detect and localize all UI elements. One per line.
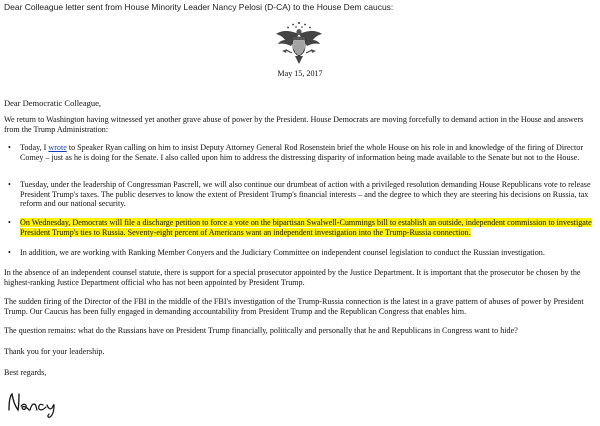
list-item <box>8 180 592 209</box>
list-item <box>8 218 592 237</box>
bullet-text: In addition, we are working with Ranking Member Conyers and the Judiciary Committee on independent counsel legislation to conduct the Russian investigation. <box>20 248 545 257</box>
signature-nancy <box>6 388 66 420</box>
closing-thanks: Thank you for your leadership. <box>4 347 105 356</box>
list-item <box>8 248 592 258</box>
list-item <box>8 143 592 162</box>
salutation: Dear Democratic Colleague, <box>4 98 101 108</box>
wrote-link[interactable]: wrote <box>48 143 67 152</box>
letter-date: May 15, 2017 <box>277 69 323 78</box>
bullet-icon: • <box>8 248 11 257</box>
highlighted-text: On Wednesday, Democrats will file a discharge petition to force a vote on the bipartisan Swalwell-Cummings bill to establish an outside, independent commission to investigate President Trump's ties to Russia. Seventy-eight percent of Americans want an independent investigation into the Trump-Russia connection. <box>20 218 592 237</box>
bullet-text: to Speaker Ryan calling on him to insist Deputy Attorney General Rod Rosenstein brief the whole House on his role in and knowledge of the firing of Director Comey – just as he is doing for the Senate. I also called upon him to address the distressing disparity of information being made available to the Senate but not to the House. <box>20 143 584 162</box>
bullet-icon: • <box>8 143 11 152</box>
bullet-icon: • <box>8 180 11 189</box>
intro-paragraph: We return to Washington having witnessed yet another grave abuse of power by the President. House Democrats are moving forcefully to demand action in the House and answers from the Trump Administration: <box>4 115 584 134</box>
bullet-icon: • <box>8 218 11 227</box>
body-paragraph: The sudden firing of the Director of the FBI in the middle of the FBI's investigation of the Trump-Russia connection is the latest in a grave pattern of abuses of power by President Trump. Our Caucus has been fully engaged in demanding accountability from President Trump and the Republican Congress that enables him. <box>4 297 584 316</box>
eagle-seal-icon <box>274 20 324 66</box>
bullet-text: Tuesday, under the leadership of Congressman Pascrell, we will also continue our drumbeat of action with a privileged resolution demanding House Republicans vote to release President Trump's taxes. The public deserves to know the extent of President Trump's financial interests – and the degree to which they are steering his decisions on Russia, tax reform and our national security. <box>20 180 591 209</box>
body-paragraph: The question remains: what do the Russians have on President Trump financially, politically and personally that he and Republicans in Congress want to hide? <box>4 326 518 335</box>
header-note: Dear Colleague letter sent from House Minority Leader Nancy Pelosi (D-CA) to the House Dem caucus: <box>4 2 394 12</box>
closing-regards: Best regards, <box>4 368 47 377</box>
bullet-text: Today, I <box>20 143 49 152</box>
body-paragraph: In the absence of an independent counsel statute, there is support for a special prosecutor appointed by the Justice Department. It is important that the prosecutor be chosen by the highest-ranking Justice Department official who has not been appointed by President Trump. <box>4 268 581 287</box>
